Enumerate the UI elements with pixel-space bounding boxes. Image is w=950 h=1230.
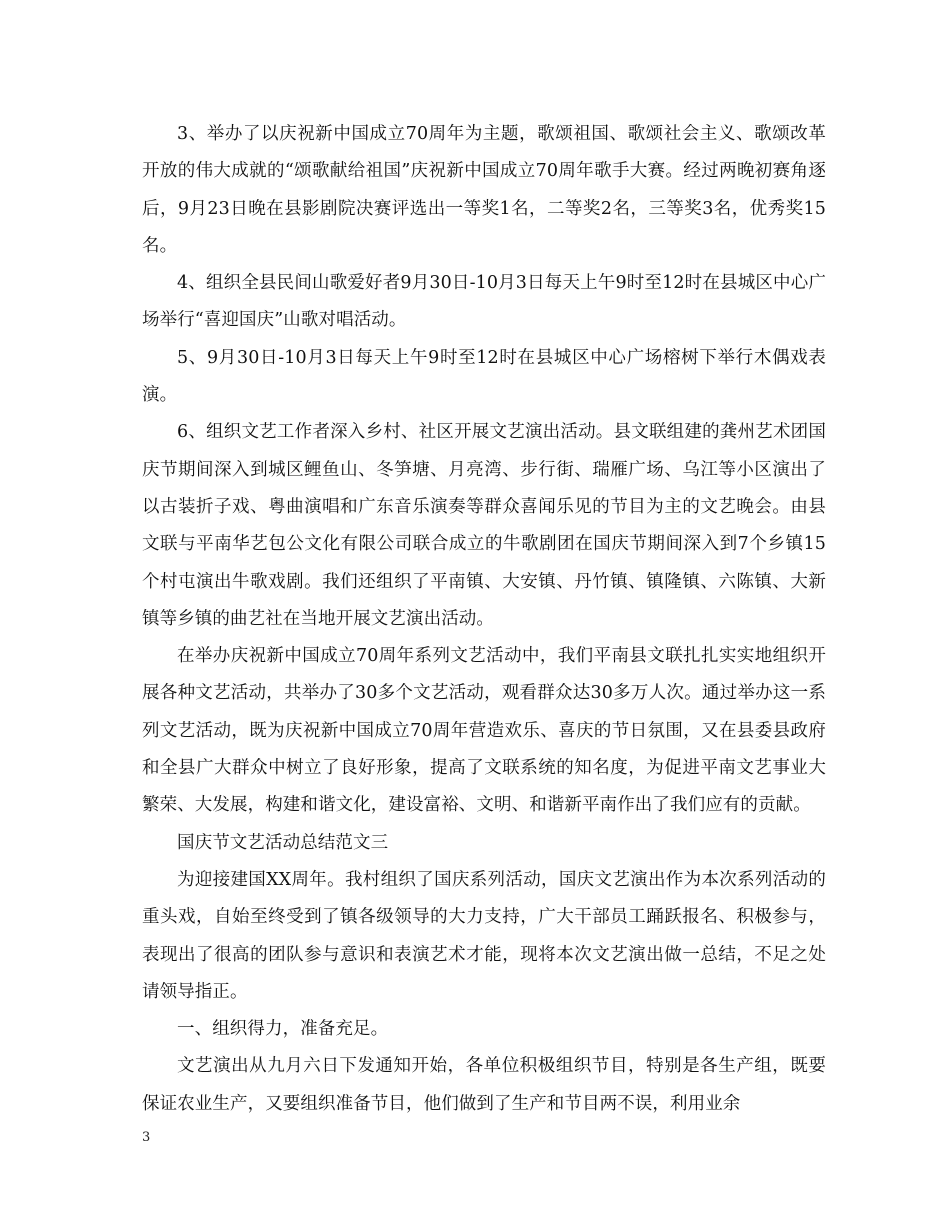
page-number: 3 (142, 1130, 151, 1145)
document-body (142, 116, 826, 1123)
paragraph-item-6: 6、组织文艺工作者深入乡村、社区开展文艺演出活动。县文联组建的龚州艺术团国庆节期间深入到城区鲤鱼山、冬笋塘、月亮湾、步行街、瑞雁广场、乌江等小区演出了以古装折子戏、粤曲演唱和广东音乐演奏等群众喜闻乐见的节目为主的文艺晚会。由县文联与平南华艺包公文化有限公司联合成立的牛歌剧团在国庆节期间深入到7个乡镇15个村屯演出牛歌戏剧。我们还组织了平南镇、大安镇、丹竹镇、镇隆镇、六陈镇、大新镇等乡镇的曲艺社在当地开展文艺演出活动。 (142, 422, 826, 629)
paragraph-item-4: 4、组织全县民间山歌爱好者9月30日-10月3日每天上午9时至12时在县城区中心广场举行“喜迎国庆”山歌对唱活动。 (142, 273, 826, 331)
section-title: 国庆节文艺活动总结范文三 (177, 832, 389, 853)
paragraph-item-3: 3、举办了以庆祝新中国成立70周年为主题，歌颂祖国、歌颂社会主义、歌颂改革开放的伟大成就的“颂歌献给祖国”庆祝新中国成立70周年歌手大赛。经过两晚初赛角逐后，9月23日晚在县影剧院决赛评选出一等奖1名，二等奖2名，三等奖3名，优秀奖15名。 (142, 124, 826, 256)
summary-paragraph: 在举办庆祝新中国成立70周年系列文艺活动中，我们平南县文联扎扎实实地组织开展各种文艺活动，共举办了30多个文艺活动，观看群众达30多万人次。通过举办这一系列文艺活动，既为庆祝新中国成立70周年营造欢乐、喜庆的节日氛围，又在县委县政府和全县广大群众中树立了良好形象，提高了文联系统的知名度，为促进平南文艺事业大繁荣、大发展，构建和谐文化，建设富裕、文明、和谐新平南作出了我们应有的贡献。 (142, 646, 826, 816)
subheading: 一、组织得力，准备充足。 (177, 1019, 389, 1040)
paragraph-item-5: 5、9月30日-10月3日每天上午9时至12时在县城区中心广场榕树下举行木偶戏表演。 (142, 347, 826, 406)
body-paragraph: 文艺演出从九月六日下发通知开始，各单位积极组织节目，特别是各生产组，既要保证农业生产，又要组织准备节目，他们做到了生产和节目两不误，利用业余 (142, 1056, 826, 1114)
intro-paragraph: 为迎接建国XX周年。我村组织了国庆系列活动，国庆文艺演出作为本次系列活动的重头戏，自始至终受到了镇各级领导的大力支持，广大干部员工踊跃报名、积极参与，表现出了很高的团队参与意识和表演艺术才能，现将本次文艺演出做一总结，不足之处请领导指正。 (142, 869, 826, 1002)
